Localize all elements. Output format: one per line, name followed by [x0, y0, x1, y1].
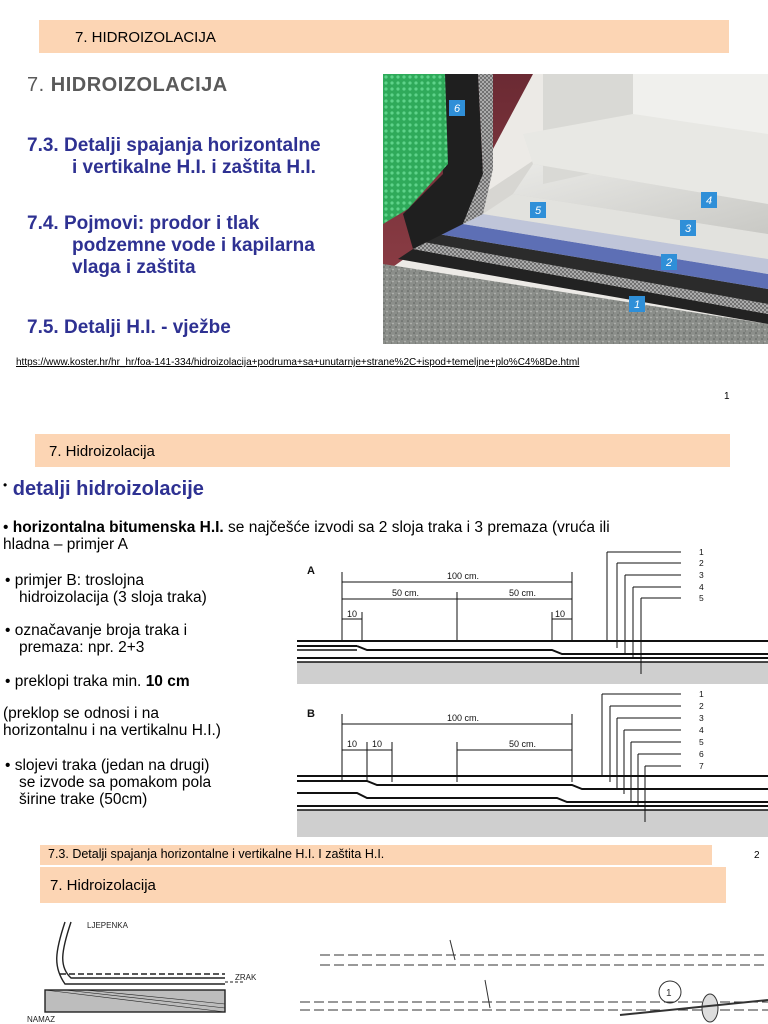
- slide2-footer-text: 7.3. Detalji spajanja horizontalne i vertikalne H.I. I zaštita H.I.: [48, 847, 385, 861]
- slide2-page-number: 2: [754, 850, 760, 861]
- slide3-header-bar: [40, 867, 726, 903]
- slide2-heading: • detalji hidroizolacije: [3, 478, 204, 500]
- dim-100-A: 100 cm.: [447, 571, 480, 581]
- svg-text:4: 4: [705, 195, 713, 207]
- svg-text:2: 2: [699, 701, 704, 711]
- svg-text:4: 4: [699, 725, 704, 735]
- figure-label-2: [661, 254, 677, 270]
- b1-line2: hidroizolacija (3 sloja traka): [19, 589, 207, 606]
- dim-10-A2: 10: [555, 609, 566, 619]
- slide2-bullet-oznacavanje: • označavanje broja traka i premaza: npr. 2+3: [5, 622, 188, 656]
- dim-10-A: 10: [347, 609, 358, 619]
- label-A: A: [307, 565, 315, 577]
- slide1-item-7-5: 7.5. Detalji H.I. - vježbe: [27, 317, 231, 338]
- svg-text:1: 1: [699, 689, 704, 699]
- b4-line1: slojevi traka (jedan na drugi): [14, 757, 210, 774]
- legend-numbers-A: [699, 547, 704, 603]
- svg-text:6: 6: [453, 103, 461, 115]
- label-circle-1: 1: [666, 988, 672, 999]
- slide3-roll-sketch: [300, 930, 768, 1024]
- slide2-footer-bar: [40, 845, 712, 865]
- b2-line1: označavanje broja traka i: [14, 622, 188, 639]
- dim-10-B1: 10: [347, 739, 358, 749]
- slide2-header-bar: [35, 434, 730, 467]
- svg-text:5: 5: [534, 205, 542, 217]
- item-7-3-line1: 7.3. Detalji spajanja horizontalne: [27, 135, 321, 156]
- svg-text:5: 5: [699, 737, 704, 747]
- para1-rest: se najčešće izvodi sa 2 sloja traka i 3 premaza (vruća ili: [223, 519, 610, 536]
- item-7-3-line2: i vertikalne H.I. i zaštita H.I.: [72, 157, 316, 178]
- figure-label-5: [530, 202, 546, 218]
- dim-50-B: 50 cm.: [509, 739, 537, 749]
- source-url-link[interactable]: https://www.koster.hr/hr_hr/foa-141-334/hidroizolacija+podruma+sa+unutarnje+strane%2C+ispod+temeljne+plo%C4%8De.html: [16, 357, 580, 368]
- figure-label-1: [629, 296, 645, 312]
- b1-line1: primjer B: troslojna: [14, 572, 144, 589]
- dim-50b: 50 cm.: [509, 588, 537, 598]
- svg-text:3: 3: [699, 713, 704, 723]
- figure-label-6: [449, 100, 465, 116]
- dim-100-B: 100 cm.: [447, 713, 480, 723]
- slide1-item-7-3: [27, 135, 321, 179]
- slide2-bullet-slojevi: • slojevi traka (jedan na drugi) se izvode sa pomakom pola širine trake (50cm): [5, 757, 212, 808]
- label-zrak: ZRAK: [235, 973, 257, 982]
- item-7-4-line3: vlaga i zaštita: [72, 257, 196, 278]
- item-7-4-line2: podzemne vode i kapilarna: [72, 235, 315, 256]
- heading-text: detalji hidroizolacije: [12, 478, 204, 500]
- svg-text:5: 5: [699, 593, 704, 603]
- svg-text:2: 2: [665, 257, 673, 269]
- svg-text:1: 1: [633, 299, 641, 311]
- slide2-bullet-preklopi: • preklopi traka min. 10 cm: [5, 673, 190, 690]
- label-namaz: NAMAZ: [27, 1015, 55, 1024]
- label-B: B: [307, 708, 315, 720]
- slide1-page-number: 1: [724, 391, 730, 402]
- slide1-header-text: 7. HIDROIZOLACIJA: [75, 29, 216, 46]
- para1-bold: horizontalna bitumenska H.I.: [12, 519, 224, 536]
- slide2-note: [3, 705, 221, 739]
- overlap-diagram: [297, 542, 768, 837]
- svg-text:2: 2: [699, 558, 704, 568]
- svg-text:3: 3: [684, 223, 692, 235]
- item-7-4-line1: 7.4. Pojmovi: prodor i tlak: [27, 213, 260, 234]
- b3-text: preklopi traka min.: [14, 673, 146, 690]
- svg-text:6: 6: [699, 749, 704, 759]
- label-ljepenka: LJEPENKA: [87, 921, 128, 930]
- slide3-membrane-sketch: [25, 912, 285, 1024]
- slide2-para1: • horizontalna bitumenska H.I. se najčešće izvodi sa 2 sloja traka i 3 premaza (vruća ili hladna – primjer A: [3, 519, 768, 553]
- svg-text:7: 7: [699, 761, 704, 771]
- note-line2: horizontalnu i na vertikalnu H.I.): [3, 722, 221, 739]
- slide1-title-num: 7.: [27, 74, 45, 96]
- figure-label-4: [701, 192, 717, 208]
- svg-text:4: 4: [699, 582, 704, 592]
- svg-text:1: 1: [699, 547, 704, 557]
- b2-line2: premaza: npr. 2+3: [19, 639, 145, 656]
- slide2-bullet-primjer-b: • primjer B: troslojna hidroizolacija (3 sloja traka): [5, 572, 207, 606]
- note-line1: (preklop se odnosi i na: [3, 705, 159, 722]
- slide1-title-word: HIDROIZOLACIJA: [50, 74, 228, 96]
- para1-line2: hladna – primjer A: [3, 536, 128, 553]
- dim-50a: 50 cm.: [392, 588, 420, 598]
- slide1-item-7-4: [27, 213, 315, 279]
- slide3-header-text: 7. Hidroizolacija: [50, 877, 156, 894]
- b3-bold: 10 cm: [145, 673, 190, 690]
- dim-10-B2: 10: [372, 739, 383, 749]
- legend-numbers-B: [699, 689, 704, 771]
- slide1-header-bar: [39, 20, 729, 53]
- b4-line3: širine trake (50cm): [19, 791, 148, 808]
- svg-text:3: 3: [699, 570, 704, 580]
- waterproofing-3d-figure: [383, 74, 768, 344]
- slide2-header-text: 7. Hidroizolacija: [49, 443, 155, 460]
- figure-label-3: [680, 220, 696, 236]
- slide1-title: [27, 74, 228, 97]
- b4-line2: se izvode sa pomakom pola: [19, 774, 212, 791]
